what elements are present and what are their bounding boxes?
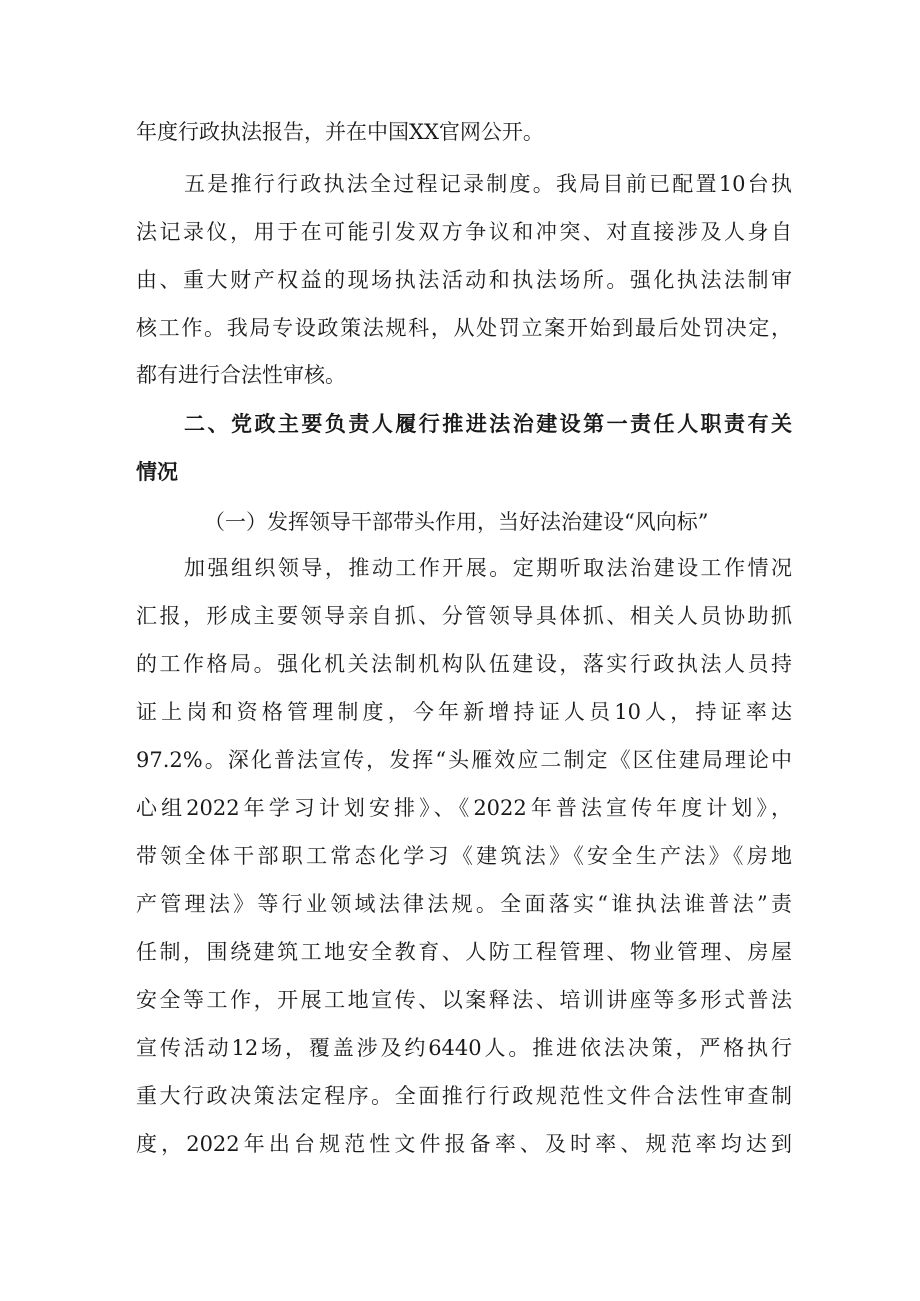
paragraph-line: 安全等工作，开展工地宣传、以案释法、培训讲座等多形式普法	[136, 988, 792, 1012]
paragraph-line: 任制，围绕建筑工地安全教育、人防工程管理、物业管理、房屋	[136, 940, 792, 964]
paragraph-line: 五是推行行政执法全过程记录制度。我局目前已配置10台执	[184, 172, 792, 196]
paragraph-line: 97.2%。深化普法宣传，发挥“头雁效应二制定《区住建局理论中	[136, 748, 792, 772]
paragraph-line: 的工作格局。强化机关法制机构队伍建设，落实行政执法人员持	[136, 652, 792, 676]
paragraph-line: 宣传活动12场，覆盖涉及约6440人。推进依法决策，严格执行	[136, 1036, 792, 1060]
section-heading: 二、党政主要负责人履行推进法治建设第一责任人职责有关	[184, 412, 792, 436]
paragraph-line: 心组2022年学习计划安排》、《2022年普法宣传年度计划》，	[136, 796, 792, 820]
paragraph-line: 带领全体干部职工常态化学习《建筑法》《安全生产法》《房地	[136, 844, 792, 868]
paragraph-line: 都有进行合法性审核。	[136, 363, 346, 387]
paragraph-line: 汇报，形成主要领导亲自抓、分管领导具体抓、相关人员协助抓	[136, 604, 792, 628]
subsection-heading: （一）发挥领导干部带头作用，当好法治建设“风向标”	[204, 510, 709, 534]
paragraph-line: 法记录仪，用于在可能引发双方争议和冲突、对直接涉及人身自	[136, 220, 792, 244]
paragraph-line: 度，2022年出台规范性文件报备率、及时率、规范率均达到	[136, 1132, 792, 1156]
paragraph-line: 证上岗和资格管理制度，今年新增持证人员10人，持证率达	[136, 700, 792, 724]
paragraph-line: 产管理法》等行业领域法律法规。全面落实“谁执法谁普法”责	[136, 892, 792, 916]
section-heading: 情况	[136, 460, 178, 484]
paragraph-line: 年度行政执法报告，并在中国XX官网公开。	[136, 120, 544, 144]
paragraph-line: 由、重大财产权益的现场执法活动和执法场所。强化执法法制审	[136, 268, 792, 292]
paragraph-line: 重大行政决策法定程序。全面推行行政规范性文件合法性审查制	[136, 1084, 792, 1108]
paragraph-line: 核工作。我局专设政策法规科，从处罚立案开始到最后处罚决定，	[136, 316, 792, 340]
paragraph-line: 加强组织领导，推动工作开展。定期听取法治建设工作情况	[184, 556, 792, 580]
